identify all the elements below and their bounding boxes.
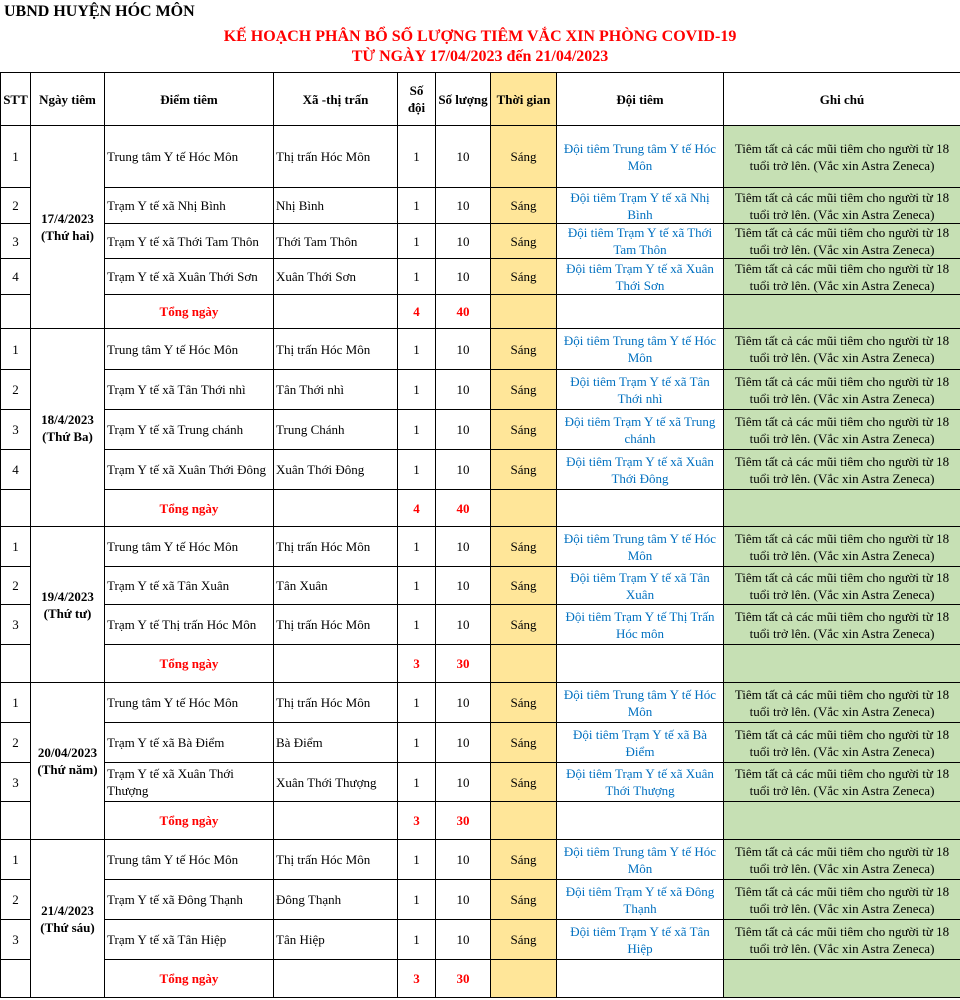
row-site: Trung tâm Y tế Hóc Môn (105, 329, 274, 370)
row-time: Sáng (491, 723, 557, 763)
row-team-count: 1 (398, 527, 436, 567)
table-row (1, 188, 960, 224)
row-stt: 2 (1, 370, 31, 410)
plan-date-range: TỪ NGÀY 17/04/2023 đến 21/04/2023 (351, 48, 609, 65)
row-note: Tiêm tất cả các mũi tiêm cho người từ 18 tuổi trở lên. (Vắc xin Astra Zeneca) (724, 370, 960, 410)
row-commune: Thị trấn Hóc Môn (274, 683, 398, 723)
row-site: Trạm Y tế xã Tân Hiệp (105, 920, 274, 960)
vaccination-date-cell (31, 683, 105, 840)
row-team: Đội tiêm Trạm Y tế xã Tân Xuân (557, 567, 724, 605)
row-note: Tiêm tất cả các mũi tiêm cho người từ 18 tuổi trở lên. (Vắc xin Astra Zeneca) (724, 126, 960, 188)
organization-name: UBND HUYỆN HÓC MÔN (4, 3, 195, 20)
daily-total-row (1, 490, 960, 527)
row-quantity: 10 (436, 723, 491, 763)
table-row (1, 527, 960, 567)
vaccination-weekday: (Thứ tư) (43, 605, 92, 621)
table-row (1, 840, 960, 880)
row-team: Đội tiêm Trạm Y tế xã Xuân Thới Thượng (557, 763, 724, 802)
row-note: Tiêm tất cả các mũi tiêm cho người từ 18 tuổi trở lên. (Vắc xin Astra Zeneca) (724, 450, 960, 490)
row-commune: Trung Chánh (274, 410, 398, 450)
table-row (1, 410, 960, 450)
table-row (1, 683, 960, 723)
table-row (1, 920, 960, 960)
daily-total-row (1, 295, 960, 329)
daily-total-quantity: 30 (436, 802, 491, 840)
row-note: Tiêm tất cả các mũi tiêm cho người từ 18 tuổi trở lên. (Vắc xin Astra Zeneca) (724, 723, 960, 763)
row-site: Trạm Y tế xã Xuân Thới Sơn (105, 259, 274, 295)
col-header-quantity: Số lượng (436, 73, 491, 126)
row-team-count: 1 (398, 329, 436, 370)
row-team: Đội tiêm Trạm Y tế Thị Trấn Hóc môn (557, 605, 724, 645)
row-time: Sáng (491, 188, 557, 224)
col-header-note: Ghi chú (724, 73, 960, 126)
row-note: Tiêm tất cả các mũi tiêm cho người từ 18 tuổi trở lên. (Vắc xin Astra Zeneca) (724, 567, 960, 605)
row-note: Tiêm tất cả các mũi tiêm cho người từ 18 tuổi trở lên. (Vắc xin Astra Zeneca) (724, 763, 960, 802)
row-site: Trạm Y tế xã Tân Thới nhì (105, 370, 274, 410)
row-commune: Đông Thạnh (274, 880, 398, 920)
table-row (1, 450, 960, 490)
row-quantity: 10 (436, 763, 491, 802)
row-note: Tiêm tất cả các mũi tiêm cho người từ 18 tuổi trở lên. (Vắc xin Astra Zeneca) (724, 527, 960, 567)
row-commune: Thị trấn Hóc Môn (274, 840, 398, 880)
daily-total-teams: 4 (398, 490, 436, 527)
row-site: Trạm Y tế xã Xuân Thới Đông (105, 450, 274, 490)
row-team-count: 1 (398, 920, 436, 960)
daily-total-teams: 4 (398, 295, 436, 329)
row-commune: Nhị Bình (274, 188, 398, 224)
col-header-stt: STT (1, 73, 31, 126)
vaccination-weekday: (Thứ năm) (37, 762, 98, 777)
row-stt: 2 (1, 188, 31, 224)
row-stt: 3 (1, 920, 31, 960)
daily-total-quantity: 30 (436, 960, 491, 998)
total-note-empty (724, 960, 960, 998)
vaccination-date: 18/4/2023 (41, 411, 94, 427)
schedule-table (0, 72, 960, 998)
row-team: Đội tiêm Trạm Y tế xã Đông Thạnh (557, 880, 724, 920)
vaccination-weekday: (Thứ Ba) (42, 428, 93, 444)
row-commune: Tân Thới nhì (274, 370, 398, 410)
total-commune-empty (274, 295, 398, 329)
row-team-count: 1 (398, 763, 436, 802)
row-quantity: 10 (436, 188, 491, 224)
total-time-empty (491, 960, 557, 998)
row-time: Sáng (491, 683, 557, 723)
vaccination-date: 20/04/2023 (37, 745, 98, 760)
row-quantity: 10 (436, 329, 491, 370)
col-header-team: Đội tiêm (557, 73, 724, 126)
row-team-count: 1 (398, 450, 436, 490)
row-site: Trạm Y tế xã Thới Tam Thôn (105, 224, 274, 259)
row-team-count: 1 (398, 224, 436, 259)
total-stt-empty (1, 802, 31, 840)
daily-total-teams: 3 (398, 960, 436, 998)
row-stt: 1 (1, 329, 31, 370)
row-team: Đội tiêm Trạm Y tế xã Xuân Thới Sơn (557, 259, 724, 295)
row-quantity: 10 (436, 840, 491, 880)
row-commune: Tân Hiệp (274, 920, 398, 960)
row-quantity: 10 (436, 683, 491, 723)
row-note: Tiêm tất cả các mũi tiêm cho người từ 18 tuổi trở lên. (Vắc xin Astra Zeneca) (724, 840, 960, 880)
daily-total-label: Tổng ngày (105, 490, 274, 527)
daily-total-label: Tổng ngày (105, 960, 274, 998)
row-team-count: 1 (398, 723, 436, 763)
daily-total-row (1, 645, 960, 683)
table-row (1, 126, 960, 188)
col-header-date: Ngày tiêm (31, 73, 105, 126)
row-commune: Xuân Thới Sơn (274, 259, 398, 295)
plan-title: KẾ HOẠCH PHÂN BỔ SỐ LƯỢNG TIÊM VẮC XIN PHÒNG COVID-19 (223, 28, 737, 45)
row-team: Đội tiêm Trạm Y tế xã Bà Điểm (557, 723, 724, 763)
row-time: Sáng (491, 450, 557, 490)
daily-total-teams: 3 (398, 645, 436, 683)
row-note: Tiêm tất cả các mũi tiêm cho người từ 18 tuổi trở lên. (Vắc xin Astra Zeneca) (724, 920, 960, 960)
row-time: Sáng (491, 126, 557, 188)
row-stt: 2 (1, 723, 31, 763)
table-body (1, 126, 960, 998)
row-site: Trung tâm Y tế Hóc Môn (105, 683, 274, 723)
total-commune-empty (274, 802, 398, 840)
row-site: Trung tâm Y tế Hóc Môn (105, 527, 274, 567)
total-note-empty (724, 490, 960, 527)
row-quantity: 10 (436, 224, 491, 259)
col-header-site: Điểm tiêm (105, 73, 274, 126)
row-site: Trạm Y tế xã Nhị Bình (105, 188, 274, 224)
row-stt: 3 (1, 224, 31, 259)
daily-total-row (1, 802, 960, 840)
total-stt-empty (1, 490, 31, 527)
total-stt-empty (1, 645, 31, 683)
row-site: Trung tâm Y tế Hóc Môn (105, 126, 274, 188)
row-stt: 4 (1, 259, 31, 295)
row-team: Đội tiêm Trung tâm Y tế Hóc Môn (557, 683, 724, 723)
row-stt: 1 (1, 683, 31, 723)
row-team-count: 1 (398, 683, 436, 723)
daily-total-label: Tổng ngày (105, 295, 274, 329)
total-commune-empty (274, 490, 398, 527)
row-quantity: 10 (436, 920, 491, 960)
daily-total-teams: 3 (398, 802, 436, 840)
table-row (1, 723, 960, 763)
daily-total-label: Tổng ngày (105, 645, 274, 683)
total-team-empty (557, 645, 724, 683)
row-team-count: 1 (398, 880, 436, 920)
total-note-empty (724, 295, 960, 329)
total-time-empty (491, 645, 557, 683)
daily-total-quantity: 40 (436, 490, 491, 527)
row-team: Đội tiêm Trạm Y tế xã Tân Hiệp (557, 920, 724, 960)
row-quantity: 10 (436, 450, 491, 490)
total-note-empty (724, 645, 960, 683)
row-time: Sáng (491, 605, 557, 645)
total-commune-empty (274, 645, 398, 683)
row-commune: Xuân Thới Thượng (274, 763, 398, 802)
row-time: Sáng (491, 370, 557, 410)
row-quantity: 10 (436, 880, 491, 920)
row-team-count: 1 (398, 840, 436, 880)
vaccination-weekday: (Thứ sáu) (40, 919, 95, 935)
vaccination-date: 19/4/2023 (41, 588, 94, 604)
row-quantity: 10 (436, 126, 491, 188)
daily-total-label: Tổng ngày (105, 802, 274, 840)
row-quantity: 10 (436, 410, 491, 450)
row-note: Tiêm tất cả các mũi tiêm cho người từ 18 tuổi trở lên. (Vắc xin Astra Zeneca) (724, 329, 960, 370)
row-stt: 3 (1, 605, 31, 645)
total-team-empty (557, 490, 724, 527)
row-time: Sáng (491, 567, 557, 605)
row-quantity: 10 (436, 527, 491, 567)
total-time-empty (491, 802, 557, 840)
row-team: Đội tiêm Trạm Y tế xã Nhị Bình (557, 188, 724, 224)
row-time: Sáng (491, 527, 557, 567)
row-team: Đội tiêm Trạm Y tế xã Tân Thới nhì (557, 370, 724, 410)
row-team: Đội tiêm Trung tâm Y tế Hóc Môn (557, 527, 724, 567)
row-commune: Thị trấn Hóc Môn (274, 527, 398, 567)
daily-total-row (1, 960, 960, 998)
row-note: Tiêm tất cả các mũi tiêm cho người từ 18 tuổi trở lên. (Vắc xin Astra Zeneca) (724, 605, 960, 645)
row-stt: 1 (1, 126, 31, 188)
table-row (1, 880, 960, 920)
daily-total-quantity: 30 (436, 645, 491, 683)
vaccination-date-cell (31, 840, 105, 998)
row-note: Tiêm tất cả các mũi tiêm cho người từ 18 tuổi trở lên. (Vắc xin Astra Zeneca) (724, 188, 960, 224)
total-commune-empty (274, 960, 398, 998)
row-note: Tiêm tất cả các mũi tiêm cho người từ 18 tuổi trở lên. (Vắc xin Astra Zeneca) (724, 880, 960, 920)
row-note: Tiêm tất cả các mũi tiêm cho người từ 18 tuổi trở lên. (Vắc xin Astra Zeneca) (724, 410, 960, 450)
row-stt: 2 (1, 880, 31, 920)
row-site: Trạm Y tế Thị trấn Hóc Môn (105, 605, 274, 645)
table-row (1, 329, 960, 370)
row-time: Sáng (491, 329, 557, 370)
vaccination-date: 21/4/2023 (41, 902, 94, 918)
row-time: Sáng (491, 840, 557, 880)
row-team: Đội tiêm Trung tâm Y tế Hóc Môn (557, 840, 724, 880)
total-stt-empty (1, 295, 31, 329)
row-team-count: 1 (398, 188, 436, 224)
row-commune: Bà Điểm (274, 723, 398, 763)
row-time: Sáng (491, 259, 557, 295)
row-team-count: 1 (398, 567, 436, 605)
table-row (1, 259, 960, 295)
total-note-empty (724, 802, 960, 840)
col-header-time: Thời gian (491, 73, 557, 126)
row-time: Sáng (491, 224, 557, 259)
row-team: Đội tiêm Trạm Y tế xã Xuân Thới Đông (557, 450, 724, 490)
row-stt: 1 (1, 527, 31, 567)
row-commune: Thới Tam Thôn (274, 224, 398, 259)
row-time: Sáng (491, 410, 557, 450)
row-stt: 1 (1, 840, 31, 880)
row-team-count: 1 (398, 259, 436, 295)
table-row (1, 567, 960, 605)
row-stt: 3 (1, 763, 31, 802)
vaccination-weekday: (Thứ hai) (41, 228, 94, 243)
row-time: Sáng (491, 920, 557, 960)
row-commune: Thị trấn Hóc Môn (274, 126, 398, 188)
row-stt: 4 (1, 450, 31, 490)
row-team-count: 1 (398, 370, 436, 410)
total-team-empty (557, 960, 724, 998)
row-site: Trạm Y tế xã Trung chánh (105, 410, 274, 450)
row-team-count: 1 (398, 605, 436, 645)
vaccination-date-cell (31, 527, 105, 683)
row-note: Tiêm tất cả các mũi tiêm cho người từ 18 tuổi trở lên. (Vắc xin Astra Zeneca) (724, 683, 960, 723)
total-team-empty (557, 295, 724, 329)
row-commune: Tân Xuân (274, 567, 398, 605)
row-site: Trạm Y tế xã Tân Xuân (105, 567, 274, 605)
row-commune: Xuân Thới Đông (274, 450, 398, 490)
row-stt: 3 (1, 410, 31, 450)
row-team: Đội tiêm Trạm Y tế xã Thới Tam Thôn (557, 224, 724, 259)
vaccination-date: 17/4/2023 (41, 211, 94, 226)
row-stt: 2 (1, 567, 31, 605)
row-quantity: 10 (436, 605, 491, 645)
row-commune: Thị trấn Hóc Môn (274, 329, 398, 370)
row-site: Trạm Y tế xã Đông Thạnh (105, 880, 274, 920)
row-quantity: 10 (436, 370, 491, 410)
row-team: Đội tiêm Trung tâm Y tế Hóc Môn (557, 126, 724, 188)
col-header-commune: Xã -thị trấn (274, 73, 398, 126)
table-row (1, 370, 960, 410)
row-commune: Thị trấn Hóc Môn (274, 605, 398, 645)
table-row (1, 224, 960, 259)
row-time: Sáng (491, 763, 557, 802)
row-quantity: 10 (436, 567, 491, 605)
row-quantity: 10 (436, 259, 491, 295)
table-row (1, 763, 960, 802)
row-site: Trạm Y tế xã Bà Điểm (105, 723, 274, 763)
vaccination-date-cell (31, 126, 105, 329)
total-stt-empty (1, 960, 31, 998)
row-team-count: 1 (398, 410, 436, 450)
row-note: Tiêm tất cả các mũi tiêm cho người từ 18 tuổi trở lên. (Vắc xin Astra Zeneca) (724, 259, 960, 295)
table-row (1, 605, 960, 645)
table-header-row (1, 73, 960, 126)
vaccination-date-cell (31, 329, 105, 527)
col-header-team-count: Số đội (398, 73, 436, 126)
total-time-empty (491, 295, 557, 329)
total-time-empty (491, 490, 557, 527)
row-team: Đội tiêm Trung tâm Y tế Hóc Môn (557, 329, 724, 370)
row-site: Trung tâm Y tế Hóc Môn (105, 840, 274, 880)
row-time: Sáng (491, 880, 557, 920)
total-team-empty (557, 802, 724, 840)
row-team: Đội tiêm Trạm Y tế xã Trung chánh (557, 410, 724, 450)
row-site: Trạm Y tế xã Xuân Thới Thượng (105, 763, 274, 802)
row-note: Tiêm tất cả các mũi tiêm cho người từ 18 tuổi trở lên. (Vắc xin Astra Zeneca) (724, 224, 960, 259)
daily-total-quantity: 40 (436, 295, 491, 329)
row-team-count: 1 (398, 126, 436, 188)
